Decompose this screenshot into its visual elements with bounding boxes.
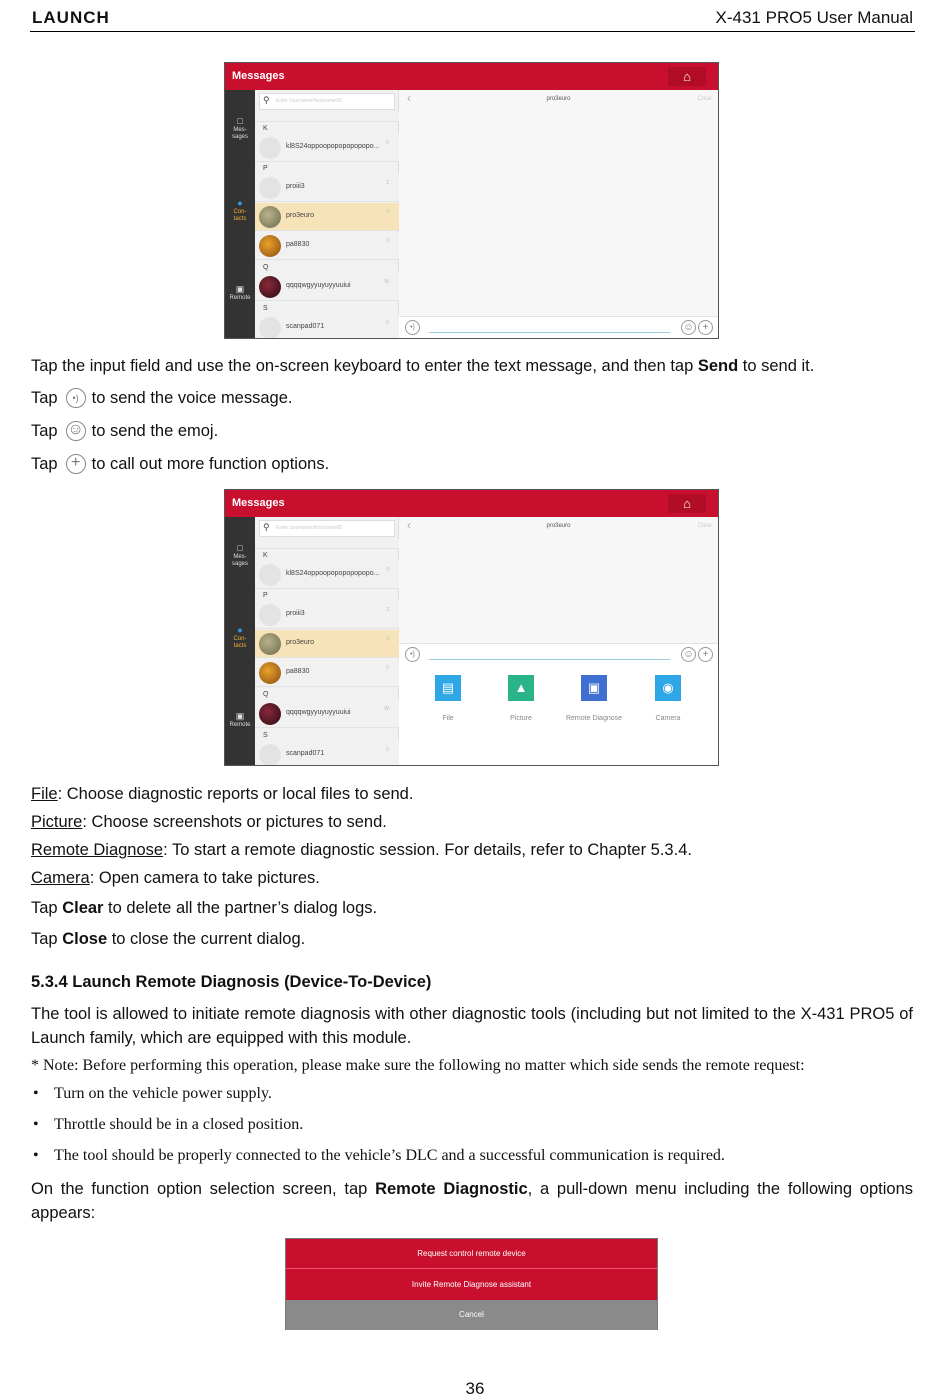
function-panel [399, 665, 718, 765]
desc-remote: Remote Diagnose: To start a remote diagnostic session. For details, refer to Chapter 5.3.4. [31, 841, 692, 859]
index-letter: S [263, 305, 268, 312]
clear-button[interactable]: Clear [697, 96, 712, 102]
back-icon[interactable]: ‹ [407, 518, 411, 532]
camera-icon: ◉ [655, 675, 681, 701]
index-letter: P [263, 592, 268, 599]
folder-icon: ▤ [435, 675, 461, 701]
remote-icon: ▣ [235, 711, 245, 721]
plus-icon: + [66, 454, 86, 474]
contact-icon: ● [237, 198, 243, 208]
index-letter: Q [263, 264, 269, 271]
nav-messages[interactable]: □ Mes- sages [225, 543, 255, 568]
title-bar [225, 63, 718, 90]
messages-screenshot-2 [224, 489, 719, 766]
avatar [259, 633, 281, 655]
paragraph-more: Tap + to call out more function options. [31, 453, 330, 473]
plus-icon[interactable]: + [698, 320, 713, 335]
chat-partner-name: pro3euro [546, 96, 571, 102]
message-input-bar [399, 643, 718, 665]
list-item[interactable] [255, 112, 399, 122]
camera-button[interactable]: ◉ Camera [628, 675, 708, 722]
nav-remote[interactable]: ▣ Remote [225, 284, 255, 302]
list-item[interactable]: pa8830 0 [255, 659, 399, 687]
chat-icon: □ [237, 116, 243, 126]
list-item[interactable]: pa8830 0 [255, 232, 399, 260]
list-item[interactable]: qqqqwgyyuyuyyuuiui W [255, 700, 399, 728]
index-letter: S [263, 732, 268, 739]
desc-file: File: Choose diagnostic reports or local files to send. [31, 785, 414, 803]
image-icon: ▲ [508, 675, 534, 701]
avatar [259, 235, 281, 257]
desc-picture: Picture: Choose screenshots or pictures to send. [31, 813, 387, 831]
message-input-bar [399, 316, 718, 338]
voice-icon[interactable]: •) [405, 320, 420, 335]
avatar [259, 703, 281, 725]
manual-title: X-431 PRO5 User Manual [715, 8, 913, 27]
desc-close: Tap Close to close the current dialog. [31, 930, 306, 948]
list-item[interactable]: kl8S24oppoopopopopopopo... 0 [255, 134, 399, 162]
remote-diagnose-button[interactable]: ▣ Remote Diagnose [554, 675, 634, 722]
nav-contacts[interactable]: ● Con- tacts [225, 625, 255, 650]
intro-paragraph: The tool is allowed to initiate remote diagnosis with other diagnostic tools (including but not limited to the X-431 PRO5 of Launch family, which are equipped with this module. [31, 1005, 913, 1047]
list-item-selected[interactable]: pro3euro 0 [255, 203, 399, 231]
list-item[interactable]: kl8S24oppoopopopopopopo... 0 [255, 561, 399, 589]
desc-clear: Tap Clear to delete all the partner’s dialog logs. [31, 899, 378, 917]
invite-assistant-item[interactable]: Invite Remote Diagnose assistant [411, 1280, 532, 1289]
bullet-item: • Throttle should be in a closed position. [33, 1116, 304, 1133]
bullet-item: • Turn on the vehicle power supply. [33, 1085, 272, 1102]
nav-contacts[interactable]: ● Con- tacts [225, 198, 255, 223]
home-icon[interactable]: ⌂ [668, 67, 706, 86]
list-item[interactable]: proiii3 2 [255, 601, 399, 629]
list-item[interactable]: proiii3 2 [255, 174, 399, 202]
search-icon: ⚲ [263, 95, 270, 105]
chat-icon: □ [237, 543, 243, 553]
search-icon: ⚲ [263, 522, 270, 532]
list-item[interactable]: scanpad071 0 [255, 741, 399, 766]
voice-icon[interactable]: •) [405, 647, 420, 662]
contact-icon: ● [237, 625, 243, 635]
paragraph-voice: Tap •) to send the voice message. [31, 389, 293, 407]
page-number: 36 [465, 1379, 485, 1397]
paragraph-input: Tap the input field and use the on-screen keyboard to enter the text message, and then tap Send to send it. [31, 357, 815, 375]
avatar [259, 177, 281, 199]
chat-pane [399, 517, 718, 765]
index-letter: Q [263, 691, 269, 698]
bullet-item: • The tool should be properly connected to the vehicle’s DLC and a successful communication is required. [33, 1147, 725, 1164]
title-bar [225, 490, 718, 517]
messages-screenshot-1 [224, 62, 719, 339]
picture-button[interactable]: ▲ Picture [481, 675, 561, 722]
section-heading: 5.3.4 Launch Remote Diagnosis (Device-To-Device) [31, 973, 432, 991]
contact-list [255, 90, 399, 338]
nav-messages[interactable]: □ Mes- sages [225, 116, 255, 141]
list-item-selected[interactable]: pro3euro 0 [255, 630, 399, 658]
request-control-item[interactable]: Request control remote device [286, 1239, 657, 1269]
avatar [259, 276, 281, 298]
list-item[interactable]: qqqqwgyyuyuyyuuiui W [255, 273, 399, 301]
list-item[interactable]: scanpad071 0 [255, 314, 399, 339]
contact-list [255, 517, 399, 765]
clear-button[interactable]: Clear [697, 523, 712, 529]
search-input[interactable]: ⚲ Enter Username/Nickname/ID [259, 93, 395, 110]
avatar [259, 564, 281, 586]
nav-remote[interactable]: ▣ Remote [225, 711, 255, 729]
voice-icon: •) [66, 388, 86, 408]
function-paragraph: On the function option selection screen, tap Remote Diagnostic, a pull-down menu including the following options appears: [31, 1180, 913, 1222]
paragraph-emoji: Tap ☺ to send the emoj. [31, 420, 219, 440]
index-letter: K [263, 125, 268, 132]
index-letter: K [263, 552, 268, 559]
emoji-icon[interactable]: ☺ [681, 320, 696, 335]
emoji-icon: ☺ [66, 421, 86, 441]
desc-camera: Camera: Open camera to take pictures. [31, 869, 320, 887]
emoji-icon[interactable]: ☺ [681, 647, 696, 662]
back-icon[interactable]: ‹ [407, 91, 411, 105]
chat-partner-name: pro3euro [546, 523, 571, 529]
brand-logo: LAUNCH [32, 8, 110, 27]
avatar [259, 662, 281, 684]
avatar [259, 604, 281, 626]
cancel-button[interactable]: Cancel [286, 1300, 657, 1330]
message-input[interactable] [429, 332, 670, 333]
remote-icon: ▣ [235, 284, 245, 294]
file-button[interactable]: ▤ File [408, 675, 488, 722]
app-title: Messages [232, 497, 285, 509]
remote-diagnose-icon: ▣ [581, 675, 607, 701]
side-nav [225, 90, 255, 338]
home-icon[interactable]: ⌂ [668, 494, 706, 513]
page-header [30, 6, 915, 32]
plus-icon[interactable]: + [698, 647, 713, 662]
avatar [259, 137, 281, 159]
app-title: Messages [232, 70, 285, 82]
list-item[interactable] [255, 539, 399, 549]
search-input[interactable]: ⚲ Enter Username/Nickname/ID [259, 520, 395, 537]
remote-diagnostic-menu [285, 1238, 658, 1330]
index-letter: P [263, 165, 268, 172]
message-input[interactable] [429, 659, 670, 660]
side-nav [225, 517, 255, 765]
note-text: * Note: Before performing this operation, please make sure the following no matter which side sends the remote request: [31, 1057, 805, 1074]
avatar [259, 317, 281, 339]
chat-pane [399, 90, 718, 338]
avatar [259, 744, 281, 766]
avatar [259, 206, 281, 228]
